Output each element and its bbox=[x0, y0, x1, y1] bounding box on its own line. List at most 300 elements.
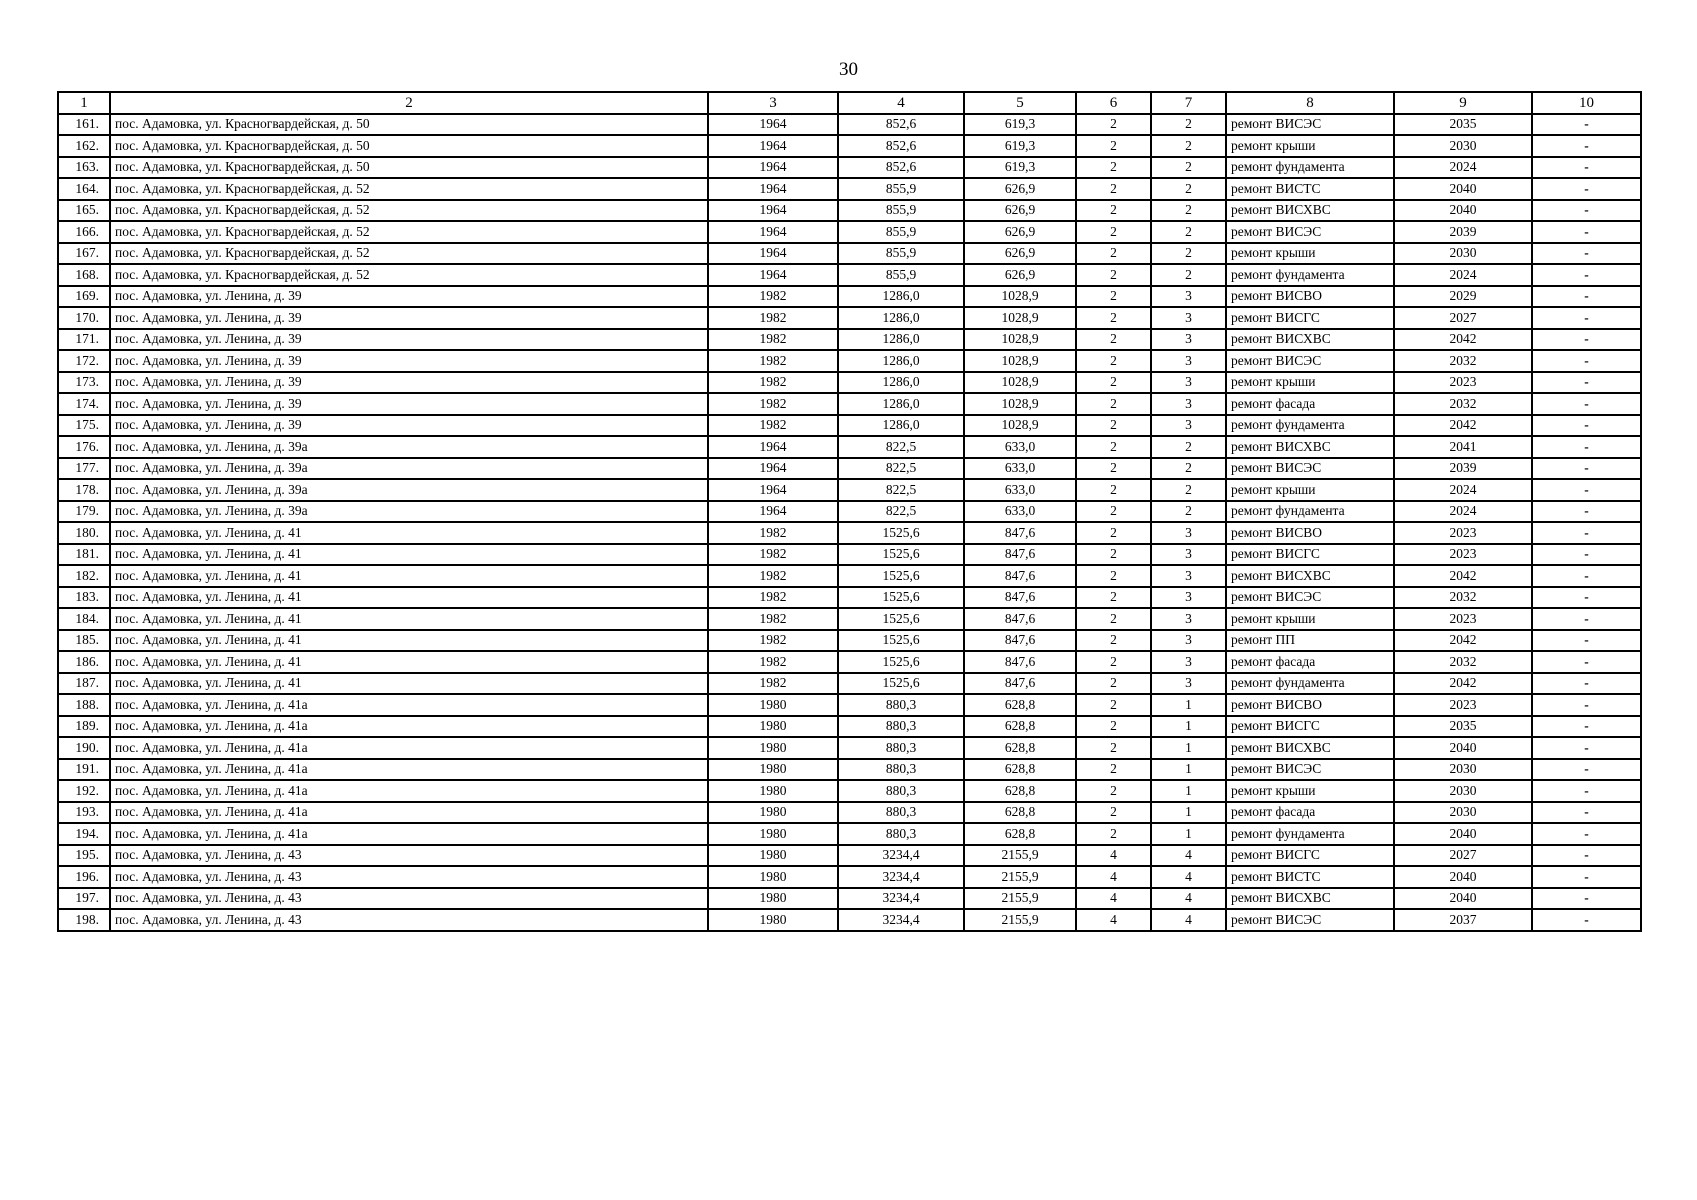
cell-floors: 2 bbox=[1151, 221, 1226, 243]
cell-living-area: 628,8 bbox=[964, 823, 1076, 845]
cell-floors: 3 bbox=[1151, 393, 1226, 415]
table-row bbox=[58, 608, 1641, 630]
cell-row-number: 174. bbox=[58, 393, 110, 415]
cell-living-area: 1028,9 bbox=[964, 372, 1076, 394]
cell-planned-year: 2032 bbox=[1394, 350, 1532, 372]
cell-total-area: 855,9 bbox=[838, 200, 964, 222]
cell-floors: 2 bbox=[1151, 178, 1226, 200]
cell-row-number: 197. bbox=[58, 888, 110, 910]
cell-build-year: 1982 bbox=[708, 630, 838, 652]
cell-living-area: 2155,9 bbox=[964, 845, 1076, 867]
cell-note: - bbox=[1532, 522, 1641, 544]
cell-note: - bbox=[1532, 135, 1641, 157]
cell-living-area: 626,9 bbox=[964, 243, 1076, 265]
cell-living-area: 626,9 bbox=[964, 200, 1076, 222]
table-row bbox=[58, 630, 1641, 652]
table-row bbox=[58, 329, 1641, 351]
cell-build-year: 1980 bbox=[708, 888, 838, 910]
cell-total-area: 1286,0 bbox=[838, 415, 964, 437]
cell-entrances: 2 bbox=[1076, 630, 1151, 652]
cell-total-area: 1525,6 bbox=[838, 651, 964, 673]
cell-planned-year: 2032 bbox=[1394, 651, 1532, 673]
cell-work-type: ремонт ВИСХВС bbox=[1226, 200, 1394, 222]
cell-row-number: 178. bbox=[58, 479, 110, 501]
cell-address: пос. Адамовка, ул. Ленина, д. 39 bbox=[110, 307, 708, 329]
table-row bbox=[58, 415, 1641, 437]
cell-floors: 1 bbox=[1151, 759, 1226, 781]
cell-work-type: ремонт ВИСЭС bbox=[1226, 350, 1394, 372]
cell-note: - bbox=[1532, 501, 1641, 523]
cell-living-area: 1028,9 bbox=[964, 329, 1076, 351]
cell-note: - bbox=[1532, 243, 1641, 265]
cell-entrances: 2 bbox=[1076, 372, 1151, 394]
cell-total-area: 822,5 bbox=[838, 479, 964, 501]
cell-floors: 3 bbox=[1151, 522, 1226, 544]
cell-planned-year: 2029 bbox=[1394, 286, 1532, 308]
cell-entrances: 2 bbox=[1076, 114, 1151, 136]
cell-living-area: 626,9 bbox=[964, 221, 1076, 243]
cell-row-number: 162. bbox=[58, 135, 110, 157]
cell-work-type: ремонт ВИСТС bbox=[1226, 866, 1394, 888]
cell-entrances: 2 bbox=[1076, 135, 1151, 157]
table-row bbox=[58, 264, 1641, 286]
cell-floors: 3 bbox=[1151, 372, 1226, 394]
cell-planned-year: 2030 bbox=[1394, 135, 1532, 157]
cell-row-number: 169. bbox=[58, 286, 110, 308]
cell-row-number: 195. bbox=[58, 845, 110, 867]
cell-row-number: 186. bbox=[58, 651, 110, 673]
cell-note: - bbox=[1532, 114, 1641, 136]
cell-build-year: 1980 bbox=[708, 909, 838, 931]
table-body bbox=[58, 114, 1641, 931]
cell-living-area: 847,6 bbox=[964, 587, 1076, 609]
cell-build-year: 1964 bbox=[708, 157, 838, 179]
cell-total-area: 880,3 bbox=[838, 802, 964, 824]
cell-entrances: 4 bbox=[1076, 845, 1151, 867]
cell-note: - bbox=[1532, 651, 1641, 673]
cell-work-type: ремонт ВИСЭС bbox=[1226, 114, 1394, 136]
cell-row-number: 187. bbox=[58, 673, 110, 695]
cell-total-area: 1525,6 bbox=[838, 565, 964, 587]
cell-note: - bbox=[1532, 544, 1641, 566]
cell-total-area: 880,3 bbox=[838, 716, 964, 738]
cell-living-area: 628,8 bbox=[964, 694, 1076, 716]
cell-total-area: 822,5 bbox=[838, 458, 964, 480]
cell-living-area: 847,6 bbox=[964, 651, 1076, 673]
cell-living-area: 847,6 bbox=[964, 673, 1076, 695]
cell-floors: 2 bbox=[1151, 501, 1226, 523]
cell-living-area: 619,3 bbox=[964, 157, 1076, 179]
cell-floors: 3 bbox=[1151, 587, 1226, 609]
cell-floors: 1 bbox=[1151, 802, 1226, 824]
cell-floors: 3 bbox=[1151, 673, 1226, 695]
cell-address: пос. Адамовка, ул. Ленина, д. 43 bbox=[110, 845, 708, 867]
cell-address: пос. Адамовка, ул. Ленина, д. 39 bbox=[110, 286, 708, 308]
column-header-7: 7 bbox=[1151, 92, 1226, 114]
cell-floors: 3 bbox=[1151, 565, 1226, 587]
cell-entrances: 2 bbox=[1076, 329, 1151, 351]
cell-address: пос. Адамовка, ул. Ленина, д. 39а bbox=[110, 458, 708, 480]
cell-entrances: 2 bbox=[1076, 264, 1151, 286]
cell-living-area: 633,0 bbox=[964, 458, 1076, 480]
cell-build-year: 1964 bbox=[708, 479, 838, 501]
cell-build-year: 1964 bbox=[708, 200, 838, 222]
cell-note: - bbox=[1532, 888, 1641, 910]
cell-work-type: ремонт фасада bbox=[1226, 393, 1394, 415]
cell-build-year: 1964 bbox=[708, 243, 838, 265]
cell-build-year: 1982 bbox=[708, 372, 838, 394]
cell-row-number: 183. bbox=[58, 587, 110, 609]
cell-floors: 1 bbox=[1151, 823, 1226, 845]
cell-planned-year: 2030 bbox=[1394, 780, 1532, 802]
cell-work-type: ремонт ВИСГС bbox=[1226, 307, 1394, 329]
cell-planned-year: 2039 bbox=[1394, 221, 1532, 243]
cell-note: - bbox=[1532, 350, 1641, 372]
cell-total-area: 1525,6 bbox=[838, 522, 964, 544]
cell-row-number: 181. bbox=[58, 544, 110, 566]
cell-address: пос. Адамовка, ул. Ленина, д. 41 bbox=[110, 630, 708, 652]
cell-planned-year: 2042 bbox=[1394, 630, 1532, 652]
cell-floors: 2 bbox=[1151, 157, 1226, 179]
cell-work-type: ремонт ВИСХВС bbox=[1226, 329, 1394, 351]
cell-address: пос. Адамовка, ул. Ленина, д. 41 bbox=[110, 673, 708, 695]
cell-entrances: 2 bbox=[1076, 759, 1151, 781]
column-header-6: 6 bbox=[1076, 92, 1151, 114]
column-header-4: 4 bbox=[838, 92, 964, 114]
cell-planned-year: 2039 bbox=[1394, 458, 1532, 480]
cell-row-number: 164. bbox=[58, 178, 110, 200]
cell-work-type: ремонт ПП bbox=[1226, 630, 1394, 652]
cell-row-number: 171. bbox=[58, 329, 110, 351]
cell-address: пос. Адамовка, ул. Ленина, д. 41а bbox=[110, 759, 708, 781]
cell-build-year: 1980 bbox=[708, 866, 838, 888]
table-row bbox=[58, 436, 1641, 458]
cell-floors: 3 bbox=[1151, 415, 1226, 437]
cell-row-number: 166. bbox=[58, 221, 110, 243]
column-header-9: 9 bbox=[1394, 92, 1532, 114]
table-row bbox=[58, 393, 1641, 415]
table-row bbox=[58, 673, 1641, 695]
table-row bbox=[58, 200, 1641, 222]
table-row bbox=[58, 780, 1641, 802]
cell-floors: 2 bbox=[1151, 264, 1226, 286]
cell-note: - bbox=[1532, 866, 1641, 888]
cell-note: - bbox=[1532, 415, 1641, 437]
cell-floors: 1 bbox=[1151, 780, 1226, 802]
cell-row-number: 188. bbox=[58, 694, 110, 716]
cell-note: - bbox=[1532, 587, 1641, 609]
cell-planned-year: 2040 bbox=[1394, 178, 1532, 200]
cell-work-type: ремонт ВИСЭС bbox=[1226, 458, 1394, 480]
cell-note: - bbox=[1532, 264, 1641, 286]
cell-entrances: 2 bbox=[1076, 221, 1151, 243]
cell-note: - bbox=[1532, 329, 1641, 351]
cell-address: пос. Адамовка, ул. Ленина, д. 41а bbox=[110, 823, 708, 845]
cell-row-number: 179. bbox=[58, 501, 110, 523]
cell-work-type: ремонт фундамента bbox=[1226, 415, 1394, 437]
cell-work-type: ремонт ВИСХВС bbox=[1226, 888, 1394, 910]
cell-total-area: 880,3 bbox=[838, 823, 964, 845]
cell-floors: 4 bbox=[1151, 909, 1226, 931]
cell-total-area: 1286,0 bbox=[838, 393, 964, 415]
cell-row-number: 185. bbox=[58, 630, 110, 652]
page-number: 30 bbox=[839, 59, 858, 80]
cell-total-area: 3234,4 bbox=[838, 866, 964, 888]
cell-planned-year: 2040 bbox=[1394, 823, 1532, 845]
cell-work-type: ремонт ВИСЭС bbox=[1226, 759, 1394, 781]
cell-work-type: ремонт ВИСЭС bbox=[1226, 909, 1394, 931]
cell-total-area: 1525,6 bbox=[838, 673, 964, 695]
column-header-8: 8 bbox=[1226, 92, 1394, 114]
cell-entrances: 4 bbox=[1076, 888, 1151, 910]
table-row bbox=[58, 888, 1641, 910]
cell-row-number: 170. bbox=[58, 307, 110, 329]
table-row bbox=[58, 135, 1641, 157]
cell-floors: 4 bbox=[1151, 888, 1226, 910]
cell-note: - bbox=[1532, 157, 1641, 179]
table-row bbox=[58, 501, 1641, 523]
cell-row-number: 196. bbox=[58, 866, 110, 888]
cell-total-area: 822,5 bbox=[838, 501, 964, 523]
cell-planned-year: 2042 bbox=[1394, 673, 1532, 695]
cell-planned-year: 2030 bbox=[1394, 759, 1532, 781]
cell-floors: 3 bbox=[1151, 350, 1226, 372]
cell-floors: 1 bbox=[1151, 716, 1226, 738]
table-row bbox=[58, 565, 1641, 587]
cell-row-number: 173. bbox=[58, 372, 110, 394]
cell-floors: 2 bbox=[1151, 114, 1226, 136]
cell-address: пос. Адамовка, ул. Ленина, д. 39 bbox=[110, 415, 708, 437]
cell-planned-year: 2024 bbox=[1394, 264, 1532, 286]
cell-address: пос. Адамовка, ул. Ленина, д. 39 bbox=[110, 329, 708, 351]
cell-work-type: ремонт ВИСГС bbox=[1226, 544, 1394, 566]
cell-living-area: 847,6 bbox=[964, 522, 1076, 544]
cell-work-type: ремонт фундамента bbox=[1226, 501, 1394, 523]
cell-entrances: 2 bbox=[1076, 802, 1151, 824]
cell-build-year: 1982 bbox=[708, 329, 838, 351]
cell-total-area: 852,6 bbox=[838, 135, 964, 157]
cell-build-year: 1982 bbox=[708, 651, 838, 673]
cell-address: пос. Адамовка, ул. Ленина, д. 41 bbox=[110, 522, 708, 544]
cell-address: пос. Адамовка, ул. Ленина, д. 41а bbox=[110, 694, 708, 716]
table-row bbox=[58, 522, 1641, 544]
table-row bbox=[58, 178, 1641, 200]
cell-build-year: 1980 bbox=[708, 802, 838, 824]
cell-living-area: 847,6 bbox=[964, 608, 1076, 630]
cell-work-type: ремонт крыши bbox=[1226, 135, 1394, 157]
cell-living-area: 633,0 bbox=[964, 501, 1076, 523]
cell-note: - bbox=[1532, 200, 1641, 222]
cell-note: - bbox=[1532, 909, 1641, 931]
cell-row-number: 165. bbox=[58, 200, 110, 222]
cell-planned-year: 2024 bbox=[1394, 479, 1532, 501]
cell-row-number: 177. bbox=[58, 458, 110, 480]
table-row bbox=[58, 286, 1641, 308]
cell-note: - bbox=[1532, 458, 1641, 480]
cell-planned-year: 2042 bbox=[1394, 415, 1532, 437]
cell-work-type: ремонт крыши bbox=[1226, 243, 1394, 265]
cell-work-type: ремонт фундамента bbox=[1226, 823, 1394, 845]
cell-address: пос. Адамовка, ул. Ленина, д. 43 bbox=[110, 866, 708, 888]
cell-living-area: 1028,9 bbox=[964, 393, 1076, 415]
cell-planned-year: 2035 bbox=[1394, 114, 1532, 136]
cell-planned-year: 2040 bbox=[1394, 737, 1532, 759]
table-row bbox=[58, 372, 1641, 394]
table-row bbox=[58, 737, 1641, 759]
cell-living-area: 619,3 bbox=[964, 114, 1076, 136]
cell-floors: 2 bbox=[1151, 436, 1226, 458]
cell-floors: 2 bbox=[1151, 135, 1226, 157]
cell-total-area: 1286,0 bbox=[838, 372, 964, 394]
cell-note: - bbox=[1532, 673, 1641, 695]
cell-total-area: 855,9 bbox=[838, 264, 964, 286]
cell-floors: 3 bbox=[1151, 329, 1226, 351]
cell-entrances: 2 bbox=[1076, 178, 1151, 200]
cell-planned-year: 2027 bbox=[1394, 307, 1532, 329]
cell-work-type: ремонт ВИСЭС bbox=[1226, 221, 1394, 243]
cell-address: пос. Адамовка, ул. Ленина, д. 41 bbox=[110, 587, 708, 609]
cell-work-type: ремонт ВИСХВС bbox=[1226, 565, 1394, 587]
cell-note: - bbox=[1532, 759, 1641, 781]
cell-row-number: 191. bbox=[58, 759, 110, 781]
cell-work-type: ремонт фасада bbox=[1226, 802, 1394, 824]
cell-row-number: 184. bbox=[58, 608, 110, 630]
cell-work-type: ремонт крыши bbox=[1226, 372, 1394, 394]
column-header-1: 1 bbox=[58, 92, 110, 114]
cell-total-area: 852,6 bbox=[838, 114, 964, 136]
cell-floors: 1 bbox=[1151, 737, 1226, 759]
cell-address: пос. Адамовка, ул. Красногвардейская, д. 50 bbox=[110, 157, 708, 179]
cell-entrances: 2 bbox=[1076, 350, 1151, 372]
cell-row-number: 176. bbox=[58, 436, 110, 458]
cell-address: пос. Адамовка, ул. Красногвардейская, д. 52 bbox=[110, 264, 708, 286]
cell-total-area: 880,3 bbox=[838, 694, 964, 716]
table-row bbox=[58, 694, 1641, 716]
cell-planned-year: 2024 bbox=[1394, 501, 1532, 523]
cell-build-year: 1982 bbox=[708, 522, 838, 544]
cell-build-year: 1980 bbox=[708, 694, 838, 716]
cell-planned-year: 2042 bbox=[1394, 329, 1532, 351]
cell-work-type: ремонт фундамента bbox=[1226, 157, 1394, 179]
cell-entrances: 2 bbox=[1076, 436, 1151, 458]
column-header-10: 10 bbox=[1532, 92, 1641, 114]
cell-work-type: ремонт ВИСВО bbox=[1226, 286, 1394, 308]
cell-planned-year: 2030 bbox=[1394, 802, 1532, 824]
table-row bbox=[58, 114, 1641, 136]
cell-total-area: 3234,4 bbox=[838, 888, 964, 910]
cell-living-area: 628,8 bbox=[964, 759, 1076, 781]
cell-build-year: 1964 bbox=[708, 436, 838, 458]
cell-row-number: 167. bbox=[58, 243, 110, 265]
cell-build-year: 1982 bbox=[708, 673, 838, 695]
cell-note: - bbox=[1532, 565, 1641, 587]
cell-address: пос. Адамовка, ул. Красногвардейская, д. 50 bbox=[110, 114, 708, 136]
cell-floors: 2 bbox=[1151, 458, 1226, 480]
cell-living-area: 2155,9 bbox=[964, 866, 1076, 888]
cell-row-number: 168. bbox=[58, 264, 110, 286]
cell-work-type: ремонт фундамента bbox=[1226, 264, 1394, 286]
cell-address: пос. Адамовка, ул. Ленина, д. 41 bbox=[110, 608, 708, 630]
cell-planned-year: 2041 bbox=[1394, 436, 1532, 458]
cell-planned-year: 2035 bbox=[1394, 716, 1532, 738]
cell-entrances: 4 bbox=[1076, 866, 1151, 888]
cell-work-type: ремонт ВИСЭС bbox=[1226, 587, 1394, 609]
cell-note: - bbox=[1532, 780, 1641, 802]
column-header-2: 2 bbox=[110, 92, 708, 114]
table-row bbox=[58, 544, 1641, 566]
cell-address: пос. Адамовка, ул. Ленина, д. 43 bbox=[110, 888, 708, 910]
cell-floors: 2 bbox=[1151, 479, 1226, 501]
cell-total-area: 1525,6 bbox=[838, 608, 964, 630]
cell-planned-year: 2023 bbox=[1394, 608, 1532, 630]
cell-entrances: 2 bbox=[1076, 157, 1151, 179]
cell-build-year: 1982 bbox=[708, 544, 838, 566]
cell-total-area: 852,6 bbox=[838, 157, 964, 179]
cell-build-year: 1964 bbox=[708, 501, 838, 523]
cell-note: - bbox=[1532, 372, 1641, 394]
cell-total-area: 1525,6 bbox=[838, 630, 964, 652]
cell-floors: 4 bbox=[1151, 866, 1226, 888]
cell-address: пос. Адамовка, ул. Ленина, д. 41а bbox=[110, 716, 708, 738]
cell-planned-year: 2023 bbox=[1394, 694, 1532, 716]
repair-schedule-table bbox=[57, 91, 1642, 932]
cell-entrances: 2 bbox=[1076, 587, 1151, 609]
cell-total-area: 1286,0 bbox=[838, 286, 964, 308]
cell-living-area: 2155,9 bbox=[964, 909, 1076, 931]
cell-note: - bbox=[1532, 221, 1641, 243]
cell-address: пос. Адамовка, ул. Ленина, д. 39а bbox=[110, 479, 708, 501]
cell-work-type: ремонт крыши bbox=[1226, 479, 1394, 501]
cell-work-type: ремонт ВИСХВС bbox=[1226, 737, 1394, 759]
table-row bbox=[58, 458, 1641, 480]
cell-living-area: 847,6 bbox=[964, 565, 1076, 587]
cell-planned-year: 2023 bbox=[1394, 544, 1532, 566]
cell-note: - bbox=[1532, 479, 1641, 501]
cell-floors: 3 bbox=[1151, 630, 1226, 652]
cell-row-number: 189. bbox=[58, 716, 110, 738]
cell-work-type: ремонт ВИСХВС bbox=[1226, 436, 1394, 458]
cell-planned-year: 2027 bbox=[1394, 845, 1532, 867]
cell-planned-year: 2040 bbox=[1394, 866, 1532, 888]
cell-entrances: 2 bbox=[1076, 823, 1151, 845]
cell-work-type: ремонт фасада bbox=[1226, 651, 1394, 673]
table-row bbox=[58, 157, 1641, 179]
cell-total-area: 855,9 bbox=[838, 178, 964, 200]
cell-address: пос. Адамовка, ул. Ленина, д. 41а bbox=[110, 802, 708, 824]
cell-living-area: 2155,9 bbox=[964, 888, 1076, 910]
cell-living-area: 633,0 bbox=[964, 479, 1076, 501]
column-header-3: 3 bbox=[708, 92, 838, 114]
cell-floors: 3 bbox=[1151, 608, 1226, 630]
cell-entrances: 2 bbox=[1076, 458, 1151, 480]
cell-entrances: 2 bbox=[1076, 307, 1151, 329]
cell-floors: 4 bbox=[1151, 845, 1226, 867]
cell-address: пос. Адамовка, ул. Ленина, д. 41 bbox=[110, 651, 708, 673]
table-row bbox=[58, 651, 1641, 673]
cell-entrances: 2 bbox=[1076, 501, 1151, 523]
table-row bbox=[58, 350, 1641, 372]
cell-living-area: 1028,9 bbox=[964, 307, 1076, 329]
cell-planned-year: 2037 bbox=[1394, 909, 1532, 931]
cell-entrances: 2 bbox=[1076, 565, 1151, 587]
cell-address: пос. Адамовка, ул. Красногвардейская, д. 52 bbox=[110, 200, 708, 222]
cell-address: пос. Адамовка, ул. Красногвардейская, д. 52 bbox=[110, 221, 708, 243]
cell-row-number: 161. bbox=[58, 114, 110, 136]
cell-entrances: 2 bbox=[1076, 780, 1151, 802]
cell-build-year: 1982 bbox=[708, 415, 838, 437]
cell-row-number: 198. bbox=[58, 909, 110, 931]
cell-living-area: 1028,9 bbox=[964, 415, 1076, 437]
